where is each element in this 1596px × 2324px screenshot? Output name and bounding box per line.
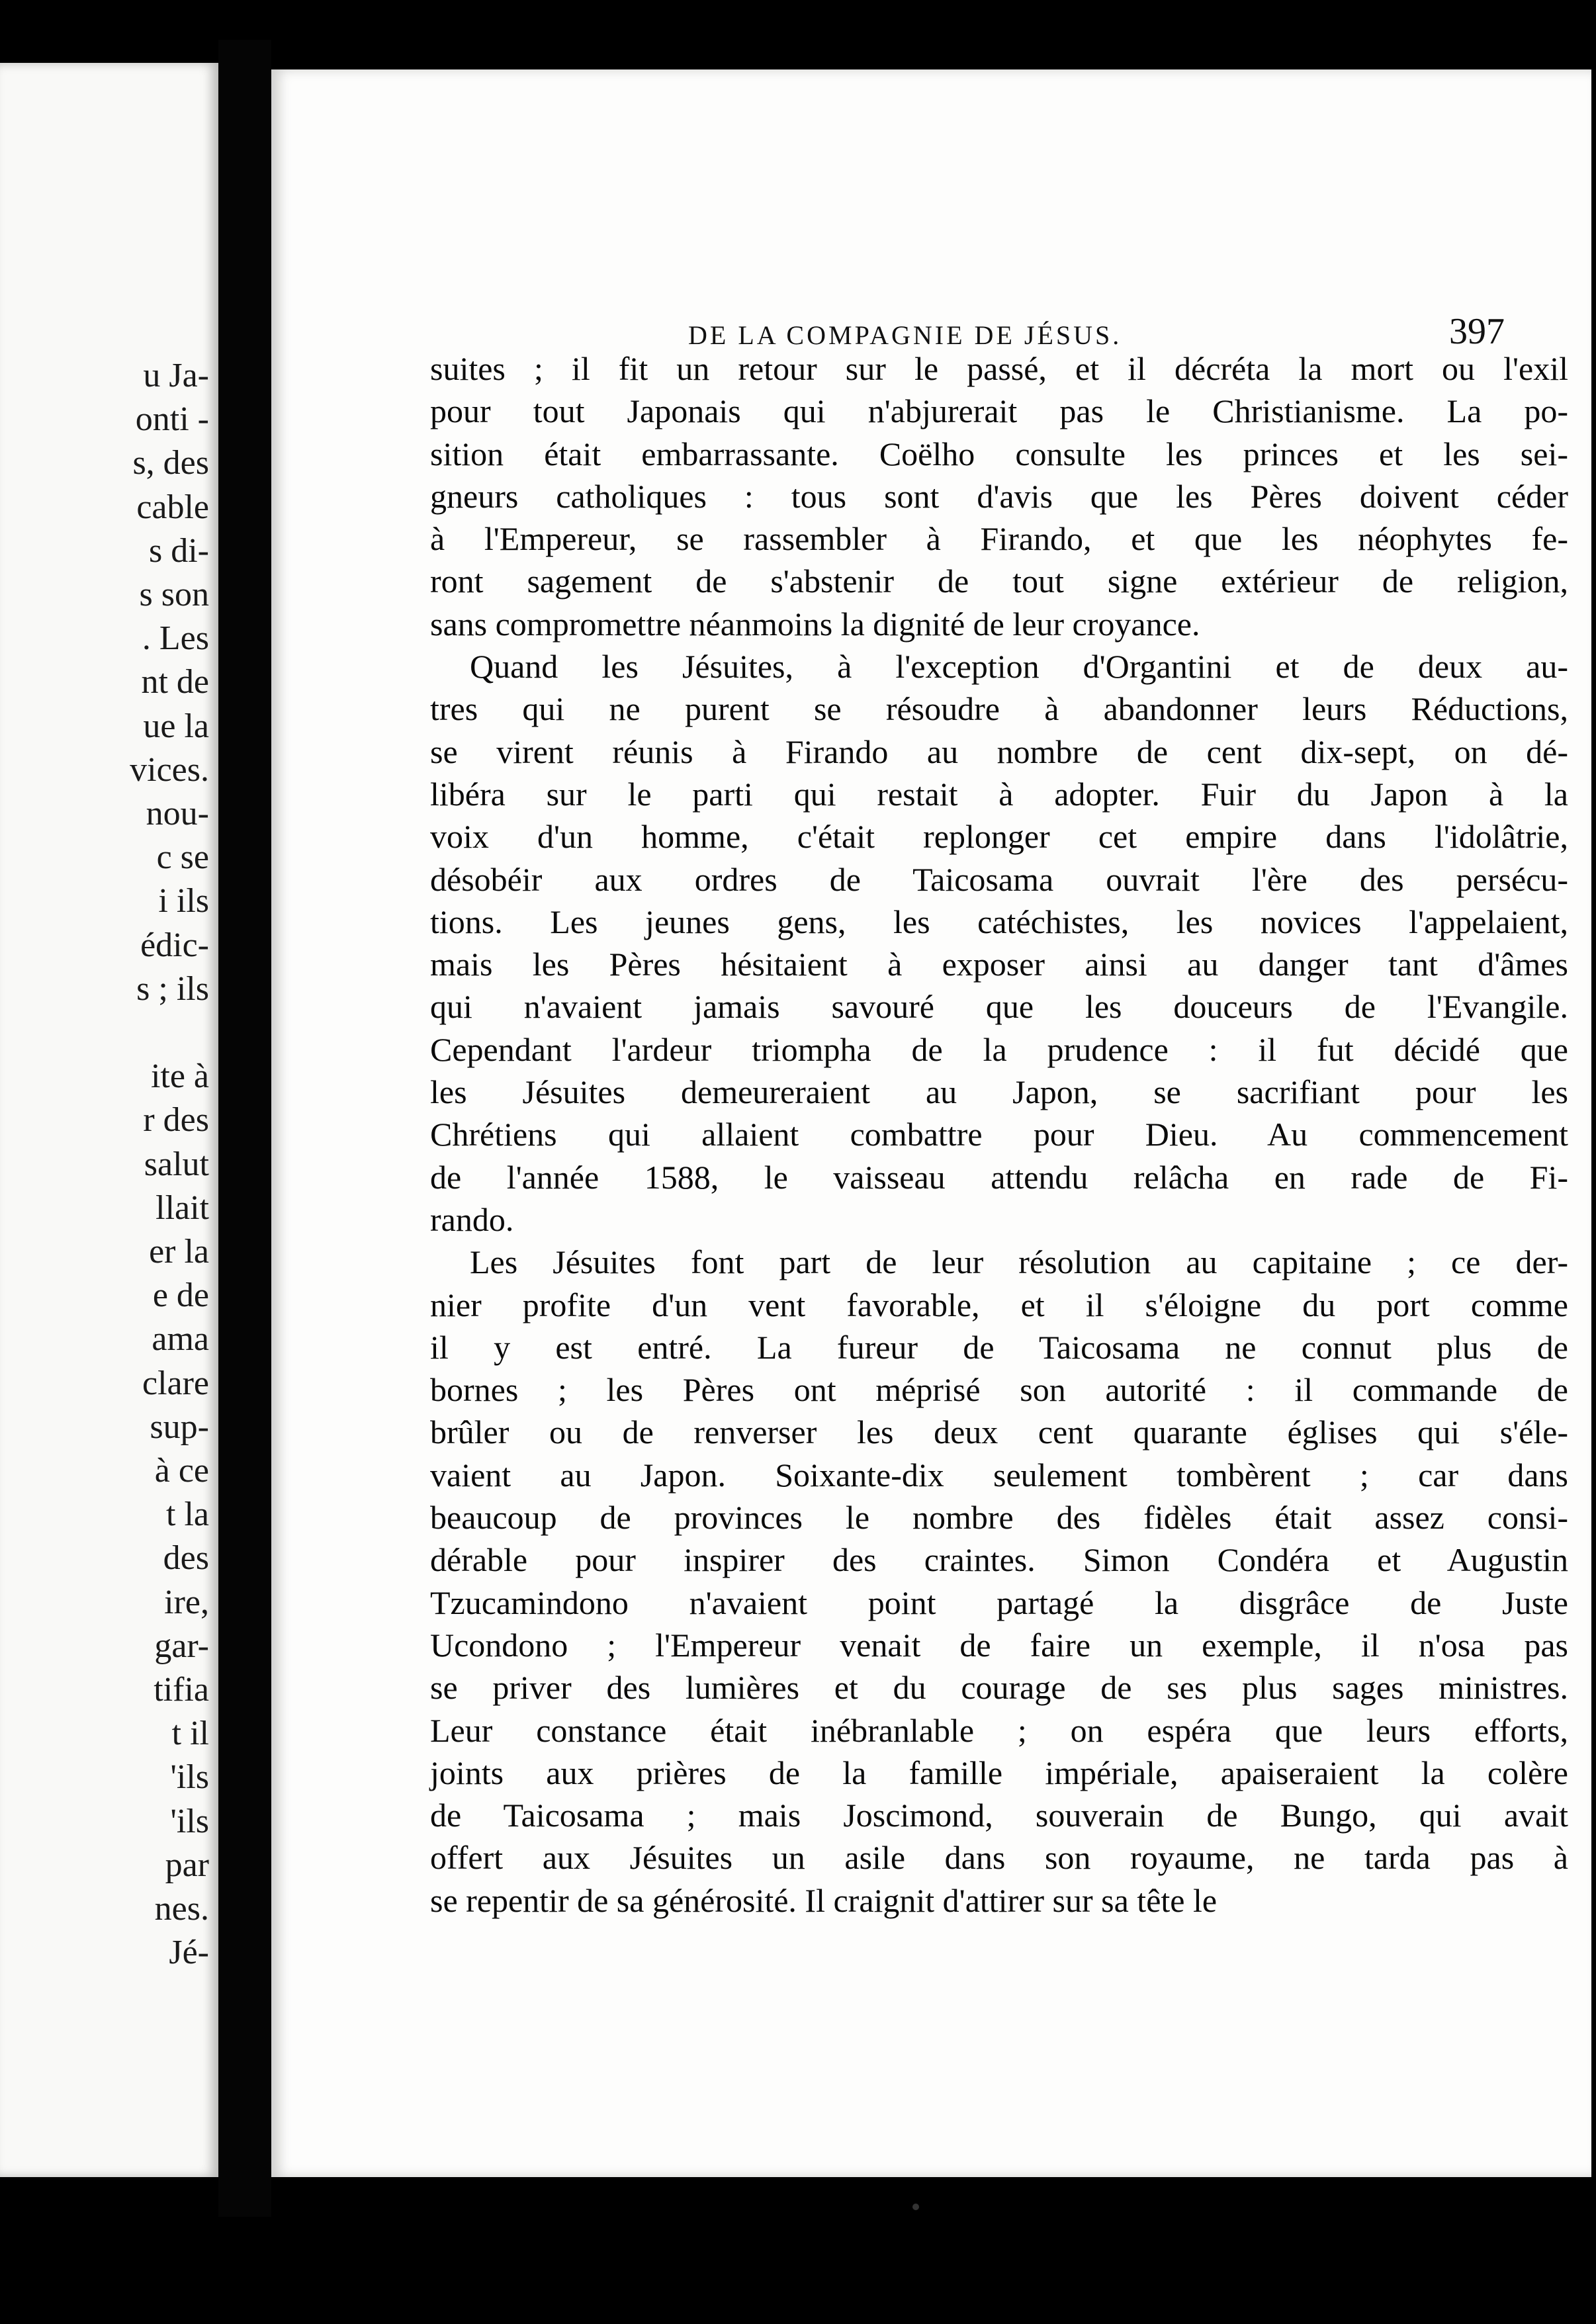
text-line: de l'année 1588, le vaisseau attendu relâcha en rade de Fi- [430, 1158, 1568, 1196]
left-page-fragment: i ils [158, 882, 209, 920]
text-line: voix d'un homme, c'était replonger cet empire dans l'idolâtrie, [430, 818, 1568, 856]
text-line: gneurs catholiques : tous sont d'avis que les Pères doivent céder [430, 477, 1568, 515]
text-line: bornes ; les Pères ont méprisé son autorité : il commande de [430, 1371, 1568, 1409]
text-line: suites ; il fit un retour sur le passé, et il décréta la mort ou l'exil [430, 350, 1568, 387]
left-page-fragment: c se [156, 838, 209, 877]
text-line: tres qui ne purent se résoudre à abandonner leurs Réductions, [430, 690, 1568, 728]
left-page-fragment: ue la [143, 707, 209, 745]
page-number: 397 [1449, 311, 1505, 352]
text-line: vaient au Japon. Soixante-dix seulement tombèrent ; car dans [430, 1456, 1568, 1494]
text-line: sition était embarrassante. Coëlho consulte les princes et les sei- [430, 435, 1568, 472]
right-page [271, 69, 1591, 2177]
text-line: brûler ou de renverser les deux cent quarante églises qui s'éle- [430, 1413, 1568, 1451]
left-page-fragment: u Ja- [143, 357, 209, 394]
text-line: à l'Empereur, se rassembler à Firando, et que les néophytes fe- [430, 520, 1568, 558]
text-line: Chrétiens qui allaient combattre pour Dieu. Au commencement [430, 1116, 1568, 1153]
text-line: dérable pour inspirer des craintes. Simon Condéra et Augustin [430, 1541, 1568, 1579]
ink-speck [912, 2204, 919, 2210]
left-page-fragment: t il [171, 1715, 209, 1753]
text-line: beaucoup de provinces le nombre des fidèles était assez consi- [430, 1499, 1568, 1537]
left-page-fragment: des [163, 1539, 209, 1578]
left-page-fragment: cable [136, 488, 209, 526]
left-page-fragment: Jé- [169, 1934, 209, 1972]
text-line: offert aux Jésuites un asile dans son royaume, ne tarda pas à [430, 1839, 1568, 1877]
left-page-fragment: gar- [154, 1627, 209, 1665]
left-page-fragment: t la [166, 1496, 209, 1534]
text-line: désobéir aux ordres de Taicosama ouvrait l'ère des persécu- [430, 860, 1568, 898]
left-page-fragment: llait [155, 1188, 209, 1227]
left-page [0, 63, 218, 2177]
left-page-fragment: s di- [149, 531, 209, 570]
left-page-fragment: 'ils [170, 1802, 209, 1840]
left-page-fragment: e de [152, 1276, 209, 1315]
left-page-fragment: sup- [150, 1408, 209, 1446]
left-page-fragment: . Les [142, 619, 209, 658]
left-page-fragment: 'ils [170, 1758, 209, 1797]
text-line: rando. [430, 1200, 514, 1238]
text-line: qui n'avaient jamais savouré que les douceurs de l'Evangile. [430, 988, 1568, 1026]
left-page-fragment: nou- [146, 795, 209, 832]
text-line: Ucondono ; l'Empereur venait de faire un exemple, il n'osa pas [430, 1626, 1568, 1664]
text-line: Cependant l'ardeur triompha de la prudence : il fut décidé que [430, 1030, 1568, 1068]
text-line: joints aux prières de la famille impériale, apaiseraient la colère [430, 1754, 1568, 1791]
left-page-fragment: ite à [150, 1057, 209, 1096]
left-page-fragment: ire, [164, 1583, 209, 1621]
left-page-fragment: s ; ils [136, 969, 209, 1008]
text-line: se priver des lumières et du courage de ses plus sages ministres. [430, 1669, 1568, 1707]
text-line: se repentir de sa générosité. Il craignit d'attirer sur sa tête le [430, 1881, 1218, 1919]
text-line: tions. Les jeunes gens, les catéchistes, les novices l'appelaient, [430, 903, 1568, 940]
text-line: il y est entré. La fureur de Taicosama ne connut plus de [430, 1328, 1568, 1366]
body-text [430, 347, 1568, 1922]
left-page-fragment: nes. [154, 1890, 209, 1928]
text-line: les Jésuites demeureraient au Japon, se sacrifiant pour les [430, 1073, 1568, 1111]
text-line: mais les Pères hésitaient à exposer ainsi au danger tant d'âmes [430, 946, 1568, 983]
text-line: pour tout Japonais qui n'abjurerait pas le Christianisme. La po- [430, 392, 1568, 430]
text-line: se virent réunis à Firando au nombre de cent dix-sept, on dé- [430, 733, 1568, 770]
text-line: Quand les Jésuites, à l'exception d'Organtini et de deux au- [470, 648, 1568, 686]
text-line: sans compromettre néanmoins la dignité de leur croyance. [430, 605, 1200, 643]
text-line: libéra sur le parti qui restait à adopter. Fuir du Japon à la [430, 775, 1568, 813]
running-title: DE LA COMPAGNIE DE JÉSUS. [688, 320, 1122, 350]
left-page-fragment: salut [144, 1145, 209, 1183]
left-page-fragment: clare [142, 1364, 209, 1402]
text-line: de Taicosama ; mais Joscimond, souverain de Bungo, qui avait [430, 1797, 1568, 1834]
left-page-fragment: édic- [140, 926, 209, 964]
left-page-fragment: r des [143, 1101, 209, 1140]
left-page-fragment: à ce [154, 1452, 209, 1490]
text-line: Tzucamindono n'avaient point partagé la disgrâce de Juste [430, 1584, 1568, 1621]
left-page-fragment: onti - [135, 400, 209, 439]
left-page-fragment: par [165, 1846, 209, 1884]
left-page-fragment: ama [152, 1320, 209, 1359]
text-line: Leur constance était inébranlable ; on espéra que leurs efforts, [430, 1711, 1568, 1749]
left-page-fragment: s son [139, 576, 209, 613]
left-page-fragment: tifia [154, 1671, 209, 1709]
text-line: Les Jésuites font part de leur résolution au capitaine ; ce der- [470, 1243, 1568, 1281]
left-page-fragment: er la [149, 1233, 209, 1271]
text-line: nier profite d'un vent favorable, et il s'éloigne du port comme [430, 1286, 1568, 1323]
left-page-fragment: s, des [132, 444, 209, 482]
book-gutter [218, 40, 271, 2217]
left-page-fragment: nt de [141, 663, 209, 701]
text-line: ront sagement de s'abstenir de tout signe extérieur de religion, [430, 562, 1568, 600]
left-page-fragment: vices. [130, 750, 209, 789]
